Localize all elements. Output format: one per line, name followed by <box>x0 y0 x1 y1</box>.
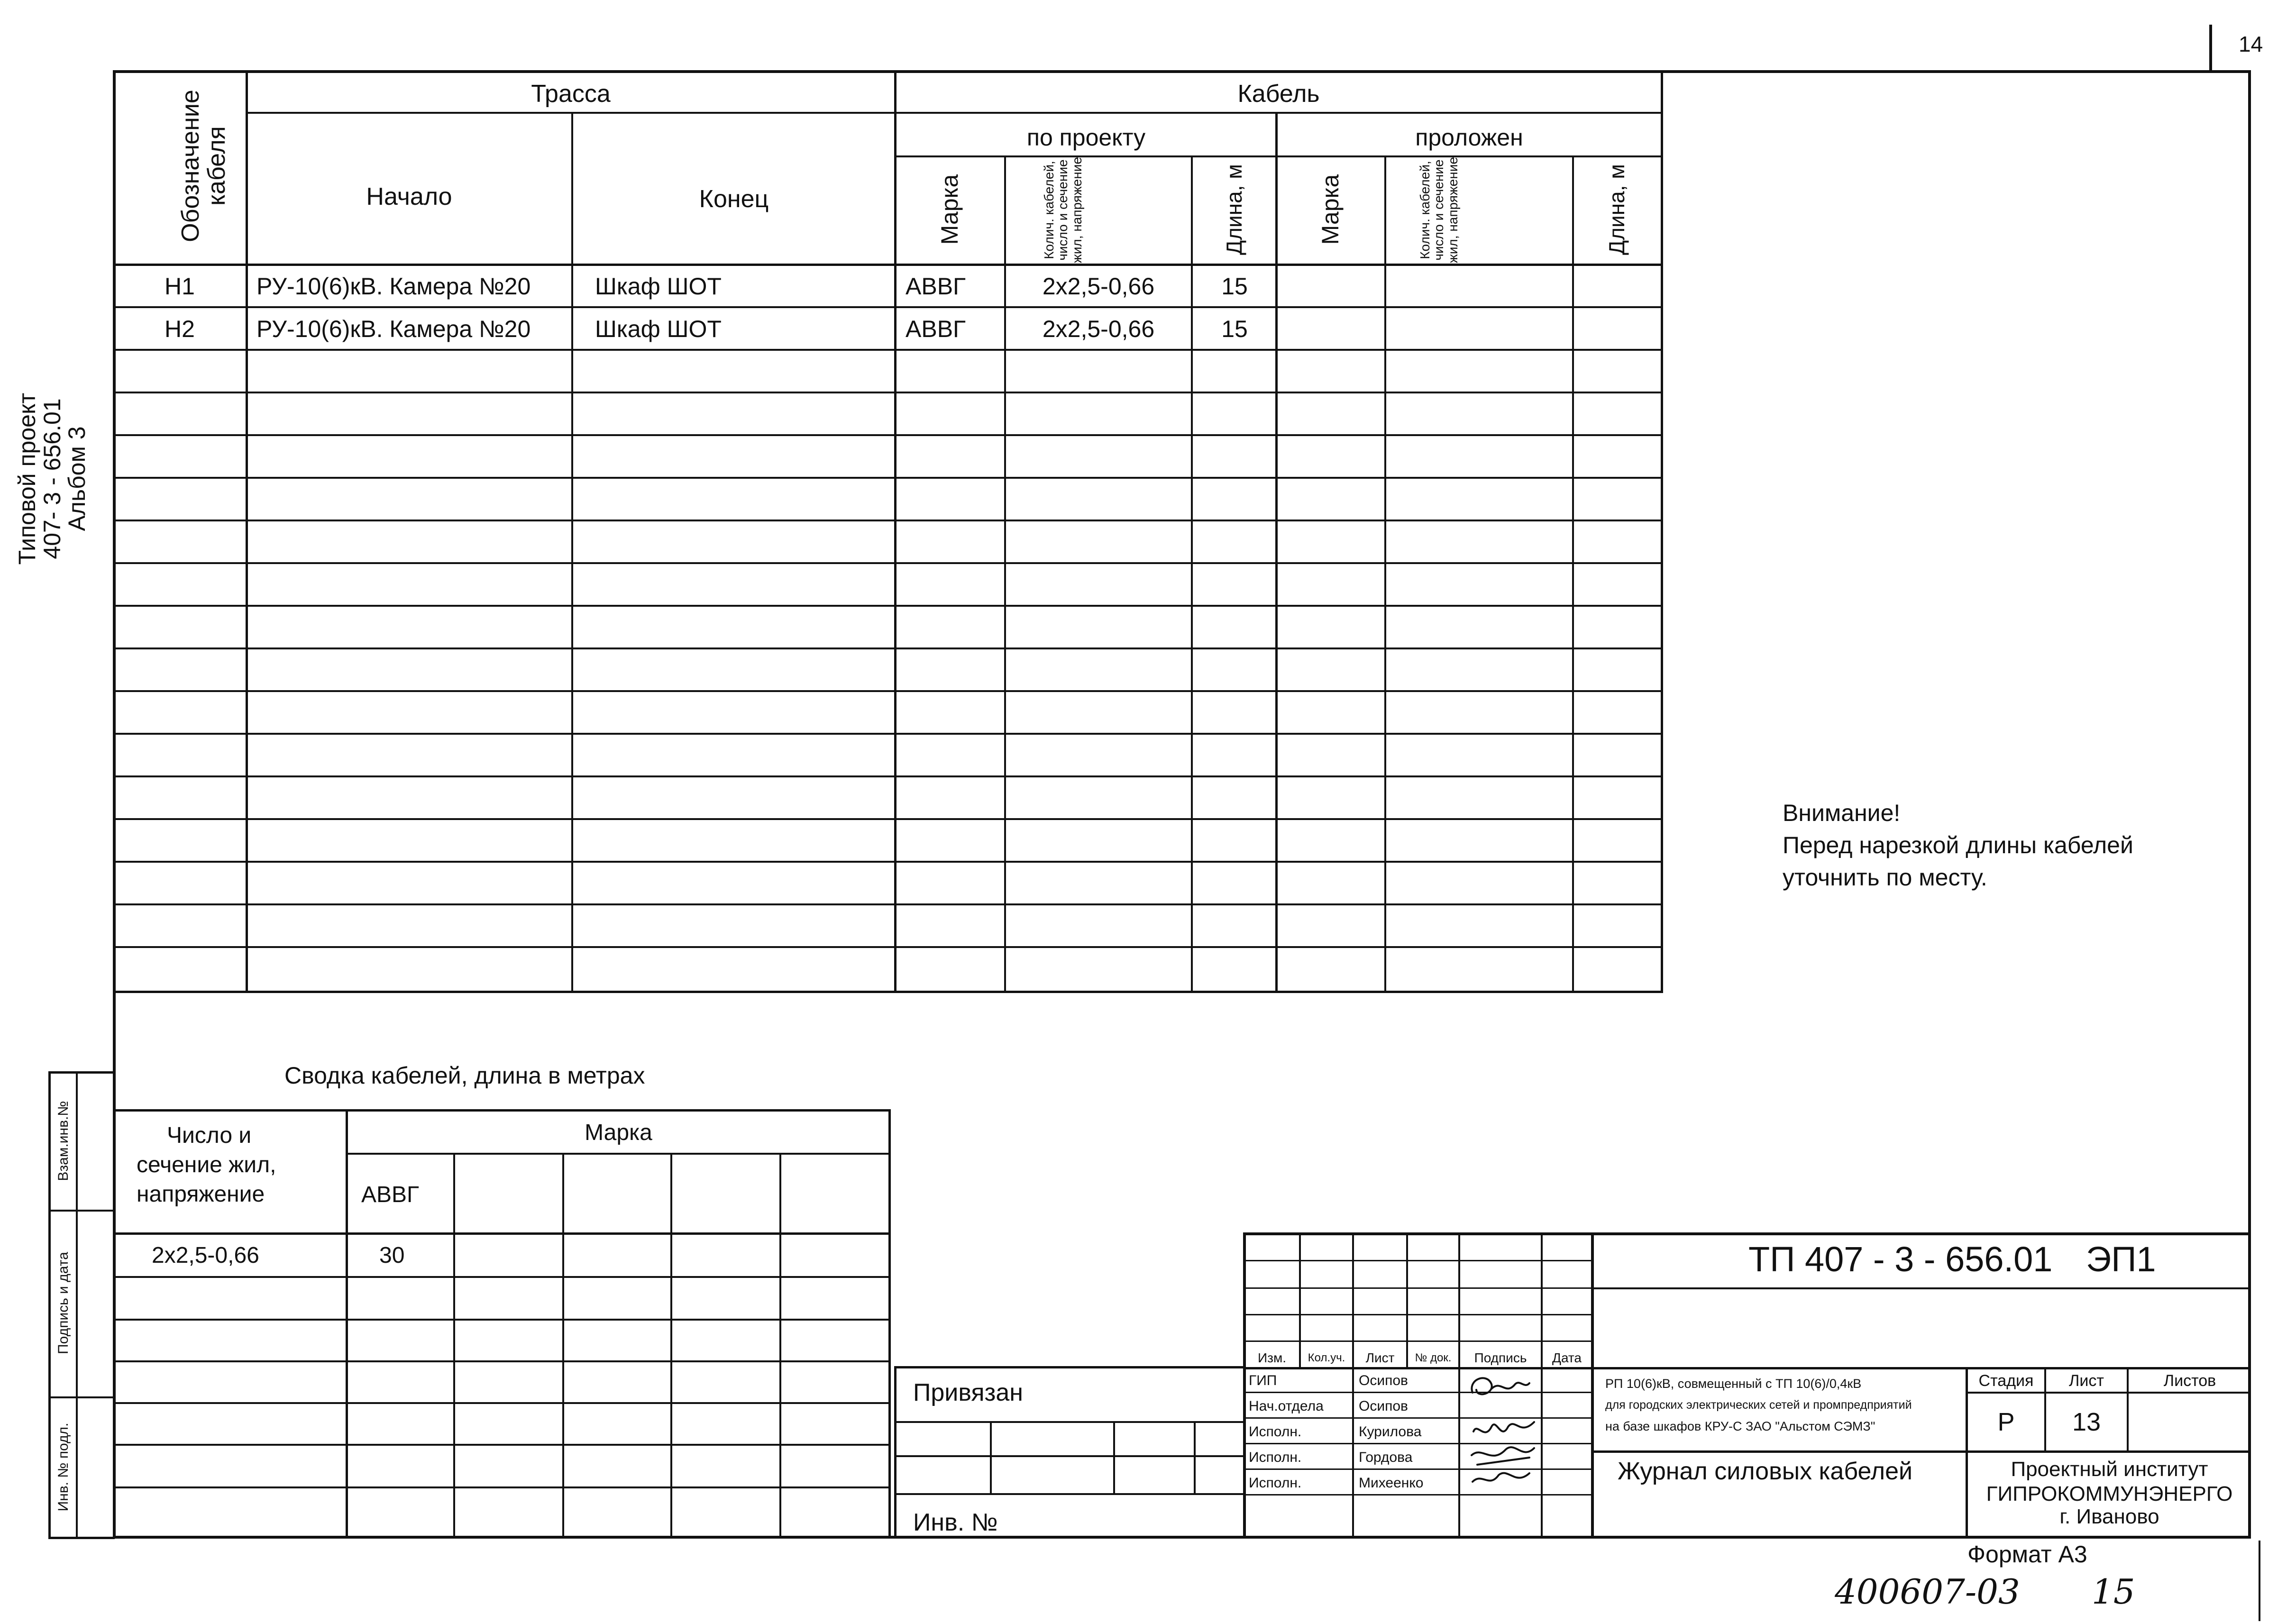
tb-name-4: Гордова <box>1359 1450 1413 1465</box>
header-count-section-laid: Колич. кабелей, число и сечение жил, напряжение <box>1417 157 1460 263</box>
note-line2: Перед нарезкой длины кабелей <box>1783 832 2133 858</box>
page-number-box-left <box>2209 25 2212 70</box>
row2-mark: АВВГ <box>906 316 966 342</box>
stamp-inv-orig: Инв. № подл. <box>55 1422 72 1512</box>
stamp-replaced-inv: Взам.инв.№ <box>55 1101 72 1181</box>
tb-sheets-label: Листов <box>2163 1371 2216 1390</box>
header-by-project: по проекту <box>1026 124 1146 151</box>
row1-end: Шкаф ШОТ <box>595 273 722 300</box>
tb-col-ndoc: № док. <box>1415 1351 1452 1364</box>
stamp-sign-date: Подпись и дата <box>55 1252 72 1354</box>
tb-code: ТП 407 - 3 - 656.01 <box>1748 1240 2053 1279</box>
tb-role-2: Нач.отдела <box>1249 1398 1324 1414</box>
summary-row1-value: 30 <box>379 1242 405 1268</box>
note-line3: уточнить по месту. <box>1783 864 1987 891</box>
tb-name-5: Михеенко <box>1359 1475 1424 1491</box>
tb-object-line1: РП 10(6)кВ, совмещенный с ТП 10(6)/0,4кВ <box>1605 1377 1862 1391</box>
tb-org-line1: Проектный институт <box>2011 1458 2208 1481</box>
row1-designation: Н1 <box>165 273 195 300</box>
header-mark-laid: Марка <box>1317 174 1344 245</box>
row2-start: РУ-10(6)кВ. Камера №20 <box>256 316 531 342</box>
side-project-stamp <box>0 289 104 668</box>
header-length-project: Длина, м <box>1221 164 1246 255</box>
summary-col-header-line1: Число и <box>167 1123 252 1148</box>
row2-end: Шкаф ШОТ <box>595 316 722 342</box>
summary-mark-1: АВВГ <box>361 1182 420 1207</box>
tb-sheets-value <box>2129 1394 2251 1450</box>
binding-inv-label: Инв. № <box>913 1509 998 1536</box>
handwritten-page: 15 <box>2092 1572 2135 1612</box>
tb-role-1: ГИП <box>1249 1373 1277 1388</box>
tb-name-2: Осипов <box>1359 1398 1408 1414</box>
tb-col-kolvo: Кол.уч. <box>1308 1351 1345 1364</box>
side-stamp-line1: Типовой проект <box>14 392 41 565</box>
tb-stage-value: Р <box>1997 1408 2015 1436</box>
header-laid: проложен <box>1415 124 1523 151</box>
side-stamp-line3: Альбом 3 <box>64 426 91 531</box>
tb-role-5: Исполн. <box>1249 1475 1302 1491</box>
tb-doc-title: Журнал силовых кабелей <box>1618 1458 1913 1485</box>
row1-start: РУ-10(6)кВ. Камера №20 <box>256 273 531 300</box>
tb-stage-label: Стадия <box>1978 1371 2034 1390</box>
signatures <box>1463 1370 1539 1493</box>
tb-col-izm: Изм. <box>1258 1350 1286 1365</box>
header-mark-project: Марка <box>936 174 963 245</box>
right-edge-mark <box>2259 1541 2260 1621</box>
format-label: Формат А3 <box>1967 1541 2087 1568</box>
row1-mark: АВВГ <box>906 273 966 300</box>
binding-label: Привязан <box>913 1379 1024 1406</box>
summary-row1-section: 2х2,5-0,66 <box>152 1242 259 1268</box>
tb-name-1: Осипов <box>1359 1373 1408 1388</box>
summary-mark-header: Марка <box>585 1120 652 1145</box>
summary-col-header-line2: сечение жил, <box>137 1152 276 1177</box>
tb-org-line2: ГИПРОКОММУНЭНЕРГО <box>1986 1482 2233 1505</box>
row1-section: 2х2,5-0,66 <box>1042 273 1155 300</box>
tb-org-line3: г. Иваново <box>2059 1505 2159 1528</box>
tb-sheet-label: Лист <box>2069 1371 2104 1390</box>
summary-title: Сводка кабелей, длина в метрах <box>284 1062 645 1089</box>
tb-sheet-value: 13 <box>2072 1408 2101 1436</box>
row1-length: 15 <box>1221 273 1248 300</box>
side-stamp-line2: 407- 3 - 656.01 <box>38 398 65 559</box>
page-number: 14 <box>2239 32 2263 56</box>
row2-length: 15 <box>1221 316 1248 342</box>
header-start: Начало <box>366 183 452 210</box>
header-count-section-project: Колич. кабелей, число и сечение жил, напряжение <box>1041 157 1084 263</box>
header-end: Конец <box>699 185 769 213</box>
tb-col-date: Дата <box>1552 1350 1582 1365</box>
summary-col-header-line3: напряжение <box>137 1182 265 1207</box>
tb-sheet-code: ЭП1 <box>2086 1240 2156 1279</box>
tb-role-4: Исполн. <box>1249 1450 1302 1465</box>
tb-name-3: Курилова <box>1359 1424 1422 1440</box>
handwritten-code: 400607-03 <box>1835 1572 2020 1612</box>
tb-object-line2: для городских электрических сетей и промпредприятий <box>1605 1398 1912 1412</box>
tb-object-line3: на базе шкафов КРУ-С ЗАО "Альстом СЭМЗ" <box>1605 1419 1875 1433</box>
header-route: Трасса <box>531 80 611 108</box>
tb-role-3: Исполн. <box>1249 1424 1302 1440</box>
header-designation: Обозначение кабеля <box>177 90 230 242</box>
row2-designation: Н2 <box>165 316 195 342</box>
row2-section: 2х2,5-0,66 <box>1042 316 1155 342</box>
header-cable: Кабель <box>1237 80 1320 108</box>
header-length-laid: Длина, м <box>1604 164 1629 255</box>
tb-col-list: Лист <box>1365 1350 1395 1365</box>
tb-col-sign: Подпись <box>1474 1350 1527 1365</box>
note-line1: Внимание! <box>1783 800 1901 826</box>
